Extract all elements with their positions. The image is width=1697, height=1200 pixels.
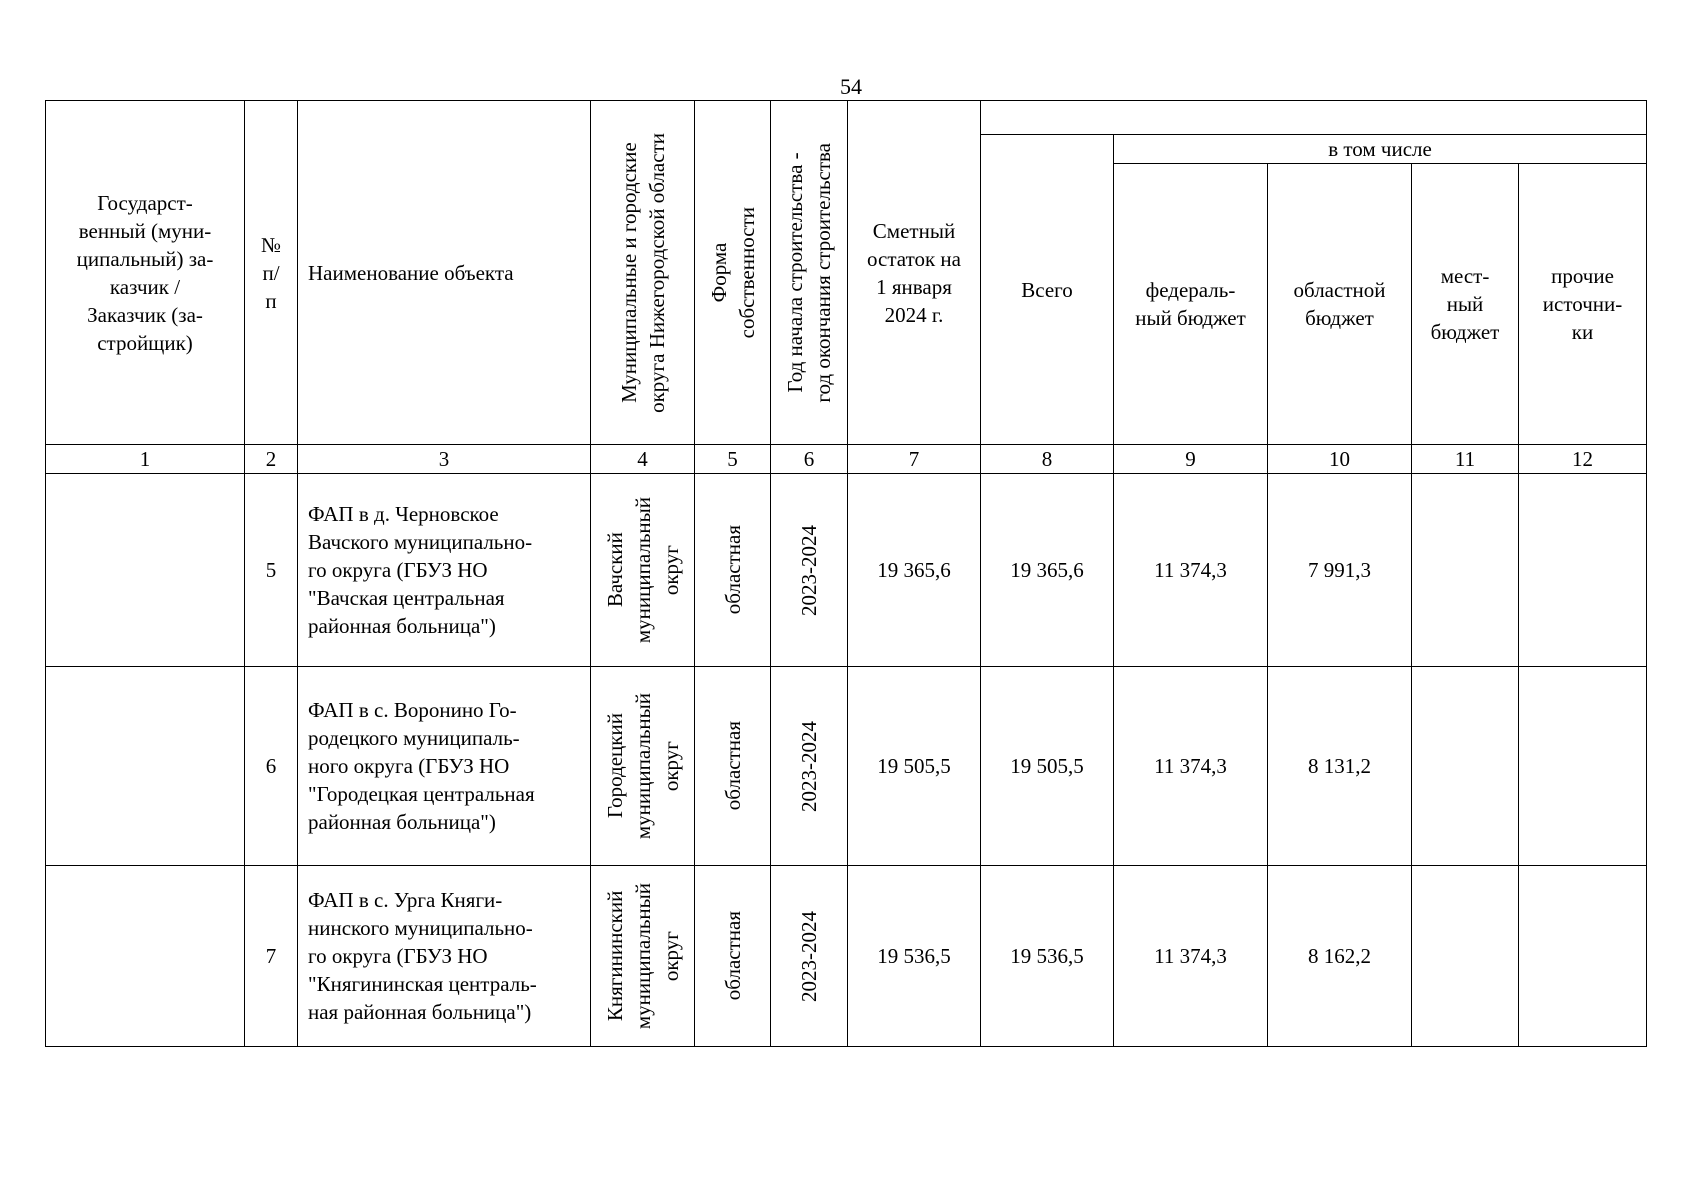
column-number: 3 [298, 445, 591, 474]
column-number: 9 [1114, 445, 1268, 474]
page-number: 54 [840, 74, 862, 99]
regional-cell: 7 991,3 [1268, 474, 1412, 667]
local-cell [1412, 667, 1519, 866]
column-number: 6 [771, 445, 848, 474]
balance-cell: 19 505,5 [848, 667, 981, 866]
header-years: Год начала строительства - год окончания строительства [771, 101, 848, 445]
header-district: Муниципальные и городские округа Нижегородской области [591, 101, 695, 445]
header-object-name: Наименование объекта [298, 101, 591, 445]
column-number: 10 [1268, 445, 1412, 474]
column-number: 8 [981, 445, 1114, 474]
table-row [46, 474, 1647, 667]
header-federal: федераль- ный бюджет [1114, 164, 1268, 445]
header-spacer [981, 101, 1647, 135]
header-customer: Государст- венный (муни- ципальный) за- казчик / Заказчик (за- стройщик) [46, 101, 245, 445]
objects-table [45, 100, 1647, 1047]
number-cell: 6 [245, 667, 298, 866]
other-cell [1519, 866, 1647, 1047]
header-regional: областной бюджет [1268, 164, 1412, 445]
column-number: 11 [1412, 445, 1519, 474]
district-cell: Княгининский муниципальный округ [591, 866, 695, 1047]
total-cell: 19 365,6 [981, 474, 1114, 667]
object-name-cell: ФАП в д. Черновское Вачского муниципально- го округа (ГБУЗ НО "Вачская центральная районная больница") [298, 474, 591, 667]
header-estimated-balance: Сметный остаток на 1 января 2024 г. [848, 101, 981, 445]
ownership-cell: областная [695, 474, 771, 667]
table-row [46, 667, 1647, 866]
column-number: 7 [848, 445, 981, 474]
other-cell [1519, 474, 1647, 667]
number-cell: 7 [245, 866, 298, 1047]
other-cell [1519, 667, 1647, 866]
regional-cell: 8 162,2 [1268, 866, 1412, 1047]
column-number: 4 [591, 445, 695, 474]
column-number: 5 [695, 445, 771, 474]
ownership-cell: областная [695, 866, 771, 1047]
column-numbers-row [46, 445, 1647, 474]
federal-cell: 11 374,3 [1114, 474, 1268, 667]
years-cell: 2023-2024 [771, 866, 848, 1047]
ownership-cell: областная [695, 667, 771, 866]
federal-cell: 11 374,3 [1114, 667, 1268, 866]
column-number: 2 [245, 445, 298, 474]
district-cell: Городецкий муниципальный округ [591, 667, 695, 866]
column-number: 1 [46, 445, 245, 474]
object-name-cell: ФАП в с. Воронино Го- родецкого муниципаль- ного округа (ГБУЗ НО "Городецкая центральная районная больница") [298, 667, 591, 866]
header-ownership: Форма собственности [695, 101, 771, 445]
years-cell: 2023-2024 [771, 474, 848, 667]
total-cell: 19 536,5 [981, 866, 1114, 1047]
header-including: в том числе [1114, 135, 1647, 164]
column-number: 12 [1519, 445, 1647, 474]
header-total: Всего [981, 135, 1114, 445]
balance-cell: 19 536,5 [848, 866, 981, 1047]
customer-cell [46, 474, 245, 667]
object-name-cell: ФАП в с. Урга Княги- нинского муниципально- го округа (ГБУЗ НО "Княгининская централь- ная районная больница") [298, 866, 591, 1047]
customer-cell [46, 667, 245, 866]
local-cell [1412, 474, 1519, 667]
total-cell: 19 505,5 [981, 667, 1114, 866]
federal-cell: 11 374,3 [1114, 866, 1268, 1047]
header-number: № п/ п [245, 101, 298, 445]
table-row [46, 866, 1647, 1047]
balance-cell: 19 365,6 [848, 474, 981, 667]
regional-cell: 8 131,2 [1268, 667, 1412, 866]
customer-cell [46, 866, 245, 1047]
district-cell: Вачский муниципальный округ [591, 474, 695, 667]
header-other: прочие источни- ки [1519, 164, 1647, 445]
local-cell [1412, 866, 1519, 1047]
years-cell: 2023-2024 [771, 667, 848, 866]
number-cell: 5 [245, 474, 298, 667]
header-local: мест- ный бюджет [1412, 164, 1519, 445]
